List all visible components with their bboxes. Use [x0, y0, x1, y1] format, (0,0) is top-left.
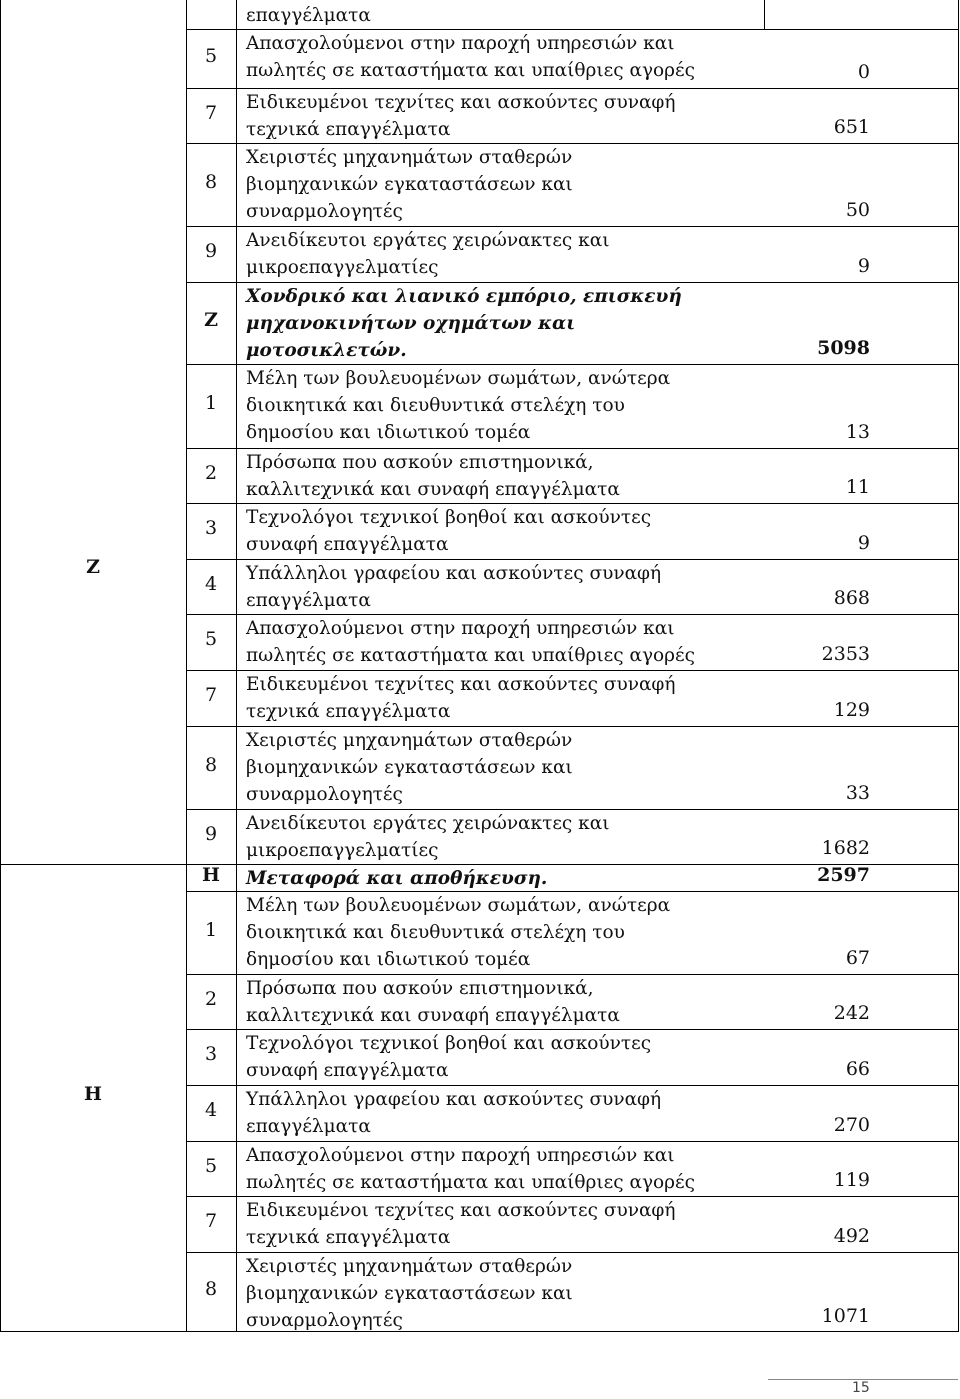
row-description: Μέλη των βουλευομένων σωμάτων, ανώτερα διοικητικά και διευθυντικά στελέχη του δημοσίου και ιδιωτικού τομέα: [246, 895, 671, 970]
row-description: Απασχολούμενοι στην παροχή υπηρεσιών και πωλητές σε καταστήματα και υπαίθριες αγορές: [246, 1145, 696, 1193]
row-description: Υπάλληλοι γραφείου και ασκούντες συναφή επαγγέλματα: [246, 1089, 662, 1137]
row-code: 8: [204, 170, 218, 193]
row-code: 4: [204, 572, 218, 595]
row-value: 1682: [821, 837, 870, 859]
row-value: 11: [845, 476, 870, 498]
row-description: Ειδικευμένοι τεχνίτες και ασκούντες συναφή τεχνικά επαγγέλματα: [246, 1200, 676, 1248]
row-code: 5: [204, 628, 218, 650]
row-code: 4: [204, 1099, 218, 1121]
row-description: Ειδικευμένοι τεχνίτες και ασκούντες συναφή τεχνικά επαγγέλματα: [246, 92, 676, 140]
row-description: Χειριστές μηχανημάτων σταθερών βιομηχανικών εγκαταστάσεων και συναρμολογητές: [246, 147, 573, 222]
column-divider-section: [186, 0, 187, 1332]
row-description: Μέλη των βουλευομένων σωμάτων, ανώτερα διοικητικά και διευθυντικά στελέχη του δημοσίου και ιδιωτικού τομέα: [246, 368, 671, 443]
row-value: 5098: [817, 337, 870, 359]
column-divider-code: [236, 0, 237, 1332]
row-code: 5: [204, 44, 218, 67]
row-description: Τεχνολόγοι τεχνικοί βοηθοί και ασκούντες συναφή επαγγέλματα: [246, 507, 652, 555]
row-description: Πρόσωπα που ασκούν επιστημονικά, καλλιτεχνικά και συναφή επαγγέλματα: [246, 978, 620, 1026]
row-description: Ειδικευμένοι τεχνίτες και ασκούντες συναφή τεχνικά επαγγέλματα: [246, 674, 676, 722]
row-description: Ανειδίκευτοι εργάτες χειρώνακτες και μικροεπαγγελματίες: [246, 813, 610, 861]
row-code: Z: [204, 309, 218, 331]
row-value: 50: [845, 199, 870, 221]
row-code: 5: [204, 1154, 218, 1177]
row-description: Χειριστές μηχανημάτων σταθερών βιομηχανικών εγκαταστάσεων και συναρμολογητές: [246, 1256, 573, 1331]
row-code: 1: [204, 392, 218, 414]
row-value: 129: [833, 699, 870, 721]
row-description: Ανειδίκευτοι εργάτες χειρώνακτες και μικροεπαγγελματίες: [246, 230, 610, 278]
row-value: 868: [833, 587, 870, 609]
section-divider: [0, 864, 187, 865]
row-value: 242: [833, 1002, 870, 1024]
row-value: 0: [857, 61, 870, 83]
row-code: H: [202, 863, 220, 886]
section-label-z: Z: [86, 556, 100, 578]
top-fragment-text: επαγγέλματα: [246, 5, 371, 26]
row-value: 119: [833, 1169, 870, 1191]
row-code: 7: [204, 101, 218, 124]
row-code: 1: [204, 918, 218, 941]
table-border-bottom-left: [0, 1331, 187, 1332]
row-code: 8: [204, 753, 218, 776]
row-code: 3: [204, 517, 218, 539]
row-value: 492: [833, 1225, 870, 1247]
row-description: Υπάλληλοι γραφείου και ασκούντες συναφή επαγγέλματα: [246, 563, 662, 611]
column-divider-value-top: [764, 0, 765, 30]
row-code: 3: [204, 1043, 218, 1065]
row-value: 9: [857, 532, 870, 554]
row-code: 7: [204, 1210, 218, 1232]
row-value: 13: [845, 421, 870, 443]
row-value: 270: [833, 1114, 870, 1136]
section-label-h: H: [84, 1083, 102, 1105]
row-code: 8: [204, 1278, 218, 1300]
row-value: 1071: [821, 1305, 870, 1327]
table-border-right: [958, 0, 959, 1332]
table-border-left: [0, 0, 1, 1332]
row-code: 9: [204, 240, 218, 262]
row-value: 2353: [821, 643, 870, 665]
page-number: 15: [852, 1380, 870, 1396]
row-value: 9: [857, 255, 870, 277]
row-value: 2597: [817, 864, 870, 886]
row-code: 7: [204, 684, 218, 706]
row-value: 67: [845, 947, 870, 969]
row-description: Χειριστές μηχανημάτων σταθερών βιομηχανικών εγκαταστάσεων και συναρμολογητές: [246, 730, 573, 805]
row-value: 33: [845, 782, 870, 804]
row-value: 651: [833, 116, 870, 138]
row-description: Απασχολούμενοι στην παροχή υπηρεσιών και πωλητές σε καταστήματα και υπαίθριες αγορές: [246, 618, 696, 666]
row-description: Τεχνολόγοι τεχνικοί βοηθοί και ασκούντες συναφή επαγγέλματα: [246, 1033, 652, 1081]
row-description: Μεταφορά και αποθήκευση.: [246, 868, 548, 889]
row-code: 9: [204, 822, 218, 845]
row-description: Πρόσωπα που ασκούν επιστημονικά, καλλιτεχνικά και συναφή επαγγέλματα: [246, 452, 620, 500]
row-code: 2: [204, 461, 218, 484]
row-value: 66: [845, 1058, 870, 1080]
row-code: 2: [204, 987, 218, 1010]
row-description: Απασχολούμενοι στην παροχή υπηρεσιών και πωλητές σε καταστήματα και υπαίθριες αγορές: [246, 33, 696, 81]
row-description: Χονδρικό και λιανικό εμπόριο, επισκευή μηχανοκινήτων οχημάτων και μοτοσικλετών.: [246, 286, 682, 361]
